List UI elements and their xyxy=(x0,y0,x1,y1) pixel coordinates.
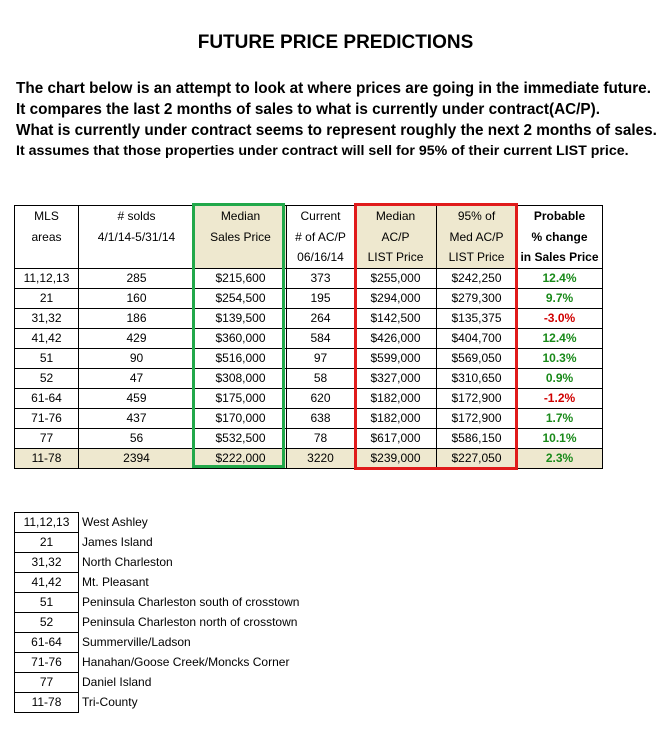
legend-area-name: James Island xyxy=(82,535,153,549)
column-header xyxy=(15,206,79,269)
table-cell: -3.0% xyxy=(517,308,603,328)
table-cell: 21 xyxy=(15,288,79,308)
legend-row xyxy=(15,533,300,553)
legend-row xyxy=(15,673,300,693)
column-header-line: AC/P xyxy=(381,229,410,244)
table-cell: $310,650 xyxy=(437,368,517,388)
column-header-line: % change xyxy=(531,229,588,244)
table-cell: 3220 xyxy=(287,448,355,468)
table-cell: $404,700 xyxy=(437,328,517,348)
column-header-line: Median xyxy=(220,209,261,223)
legend-row xyxy=(15,573,300,593)
legend-row xyxy=(15,553,300,573)
table-cell: $254,500 xyxy=(195,288,287,308)
table-cell: $175,000 xyxy=(195,388,287,408)
table-cell: 0.9% xyxy=(517,368,603,388)
column-header xyxy=(355,206,437,269)
table-header-row xyxy=(15,206,603,269)
table-cell: $279,300 xyxy=(437,288,517,308)
column-header-line: Probable xyxy=(533,209,586,223)
table-cell: 160 xyxy=(79,288,195,308)
column-header-line: # solds xyxy=(117,209,156,223)
table-cell: $139,500 xyxy=(195,308,287,328)
table-cell: 58 xyxy=(287,368,355,388)
table-total-row xyxy=(15,448,603,468)
legend-area-code: 31,32 xyxy=(15,553,79,573)
table-cell: 2.3% xyxy=(517,448,603,468)
table-row xyxy=(15,428,603,448)
table-cell: $172,900 xyxy=(437,408,517,428)
intro-line-4: It assumes that those properties under contract will sell for 95% of their current LIST price. xyxy=(16,143,629,159)
legend-area-name: Mt. Pleasant xyxy=(82,575,149,589)
legend-row xyxy=(15,593,300,613)
legend-area-name: North Charleston xyxy=(82,555,173,569)
legend-area-code: 61-64 xyxy=(15,633,79,653)
intro-line-1: The chart below is an attempt to look at where prices are going in the immediate future. xyxy=(16,80,651,97)
table-row xyxy=(15,368,603,388)
column-header-line: LIST Price xyxy=(367,250,424,264)
mls-area-legend xyxy=(14,512,300,713)
table-cell: 52 xyxy=(15,368,79,388)
price-prediction-table xyxy=(14,205,603,469)
table-cell: 584 xyxy=(287,328,355,348)
column-header-line: in Sales Price xyxy=(520,250,599,264)
table-cell: $172,900 xyxy=(437,388,517,408)
table-cell: $242,250 xyxy=(437,268,517,288)
legend-area-name: West Ashley xyxy=(82,515,148,529)
page-title: FUTURE PRICE PREDICTIONS xyxy=(197,32,474,53)
column-header-line: 4/1/14-5/31/14 xyxy=(97,229,176,244)
column-header-line: MLS xyxy=(34,209,59,223)
column-header-line: 06/16/14 xyxy=(297,250,344,264)
table-row xyxy=(15,328,603,348)
table-row xyxy=(15,288,603,308)
column-header-line: LIST Price xyxy=(448,250,505,264)
table-cell: 97 xyxy=(287,348,355,368)
table-cell: 620 xyxy=(287,388,355,408)
table-cell: $294,000 xyxy=(355,288,437,308)
table-cell: $255,000 xyxy=(355,268,437,288)
column-header-line: # of AC/P xyxy=(295,229,346,244)
legend-area-code: 77 xyxy=(15,673,79,693)
table-cell: $215,600 xyxy=(195,268,287,288)
column-header xyxy=(437,206,517,269)
table-cell: 1.7% xyxy=(517,408,603,428)
legend-area-code: 11-78 xyxy=(15,693,79,713)
intro-line-2: It compares the last 2 months of sales to what is currently under contract(AC/P). xyxy=(16,101,600,118)
table-cell: $426,000 xyxy=(355,328,437,348)
legend-area-code: 41,42 xyxy=(15,573,79,593)
table-cell: 10.3% xyxy=(517,348,603,368)
legend-row xyxy=(15,693,300,713)
table-row xyxy=(15,268,603,288)
table-cell: $599,000 xyxy=(355,348,437,368)
column-header-line: 95% of xyxy=(457,209,496,223)
legend-row xyxy=(15,633,300,653)
table-row xyxy=(15,348,603,368)
table-row xyxy=(15,308,603,328)
table-cell: 31,32 xyxy=(15,308,79,328)
table-cell: 285 xyxy=(79,268,195,288)
column-header-line: Median xyxy=(375,209,416,223)
legend-area-name: Peninsula Charleston north of crosstown xyxy=(82,615,298,629)
table-cell: 437 xyxy=(79,408,195,428)
table-cell: 373 xyxy=(287,268,355,288)
table-cell: $239,000 xyxy=(355,448,437,468)
table-cell: 11-78 xyxy=(15,448,79,468)
table-cell: $532,500 xyxy=(195,428,287,448)
column-header-line: areas xyxy=(31,229,62,244)
table-cell: $170,000 xyxy=(195,408,287,428)
table-cell: 2394 xyxy=(79,448,195,468)
table-cell: 61-64 xyxy=(15,388,79,408)
table-cell: 47 xyxy=(79,368,195,388)
legend-area-code: 11,12,13 xyxy=(15,513,79,533)
table-cell: $222,000 xyxy=(195,448,287,468)
table-cell: 56 xyxy=(79,428,195,448)
table-cell: 459 xyxy=(79,388,195,408)
legend-row xyxy=(15,613,300,633)
table-row xyxy=(15,408,603,428)
table-cell: $360,000 xyxy=(195,328,287,348)
table-row xyxy=(15,388,603,408)
table-cell: 78 xyxy=(287,428,355,448)
table-cell: 638 xyxy=(287,408,355,428)
table-cell: 186 xyxy=(79,308,195,328)
column-header xyxy=(287,206,355,269)
legend-area-code: 51 xyxy=(15,593,79,613)
table-cell: -1.2% xyxy=(517,388,603,408)
table-cell: $327,000 xyxy=(355,368,437,388)
table-cell: 429 xyxy=(79,328,195,348)
column-header-line: Sales Price xyxy=(210,229,271,244)
table-cell: 12.4% xyxy=(517,328,603,348)
legend-area-name: Peninsula Charleston south of crosstown xyxy=(82,595,300,609)
table-cell: $308,000 xyxy=(195,368,287,388)
table-cell: $516,000 xyxy=(195,348,287,368)
table-cell: $182,000 xyxy=(355,408,437,428)
table-cell: 9.7% xyxy=(517,288,603,308)
table-cell: 71-76 xyxy=(15,408,79,428)
table-cell: 195 xyxy=(287,288,355,308)
legend-area-name: Daniel Island xyxy=(82,675,152,689)
table-cell: 90 xyxy=(79,348,195,368)
legend-area-name: Tri-County xyxy=(82,695,138,709)
column-header xyxy=(79,206,195,269)
table-cell: 11,12,13 xyxy=(15,268,79,288)
legend-area-code: 71-76 xyxy=(15,653,79,673)
table-cell: $227,050 xyxy=(437,448,517,468)
intro-text xyxy=(16,78,666,162)
legend-row xyxy=(15,513,300,533)
table-cell: 77 xyxy=(15,428,79,448)
legend-area-name: Hanahan/Goose Creek/Moncks Corner xyxy=(82,655,290,669)
column-header xyxy=(195,206,287,269)
table-cell: $135,375 xyxy=(437,308,517,328)
table-cell: 264 xyxy=(287,308,355,328)
table-cell: $569,050 xyxy=(437,348,517,368)
legend-area-code: 21 xyxy=(15,533,79,553)
column-header-line: Current xyxy=(300,209,341,223)
legend-row xyxy=(15,653,300,673)
legend-area-code: 52 xyxy=(15,613,79,633)
table-cell: 51 xyxy=(15,348,79,368)
column-header xyxy=(517,206,603,269)
legend-area-name: Summerville/Ladson xyxy=(82,635,191,649)
column-header-line: Med AC/P xyxy=(449,229,504,244)
table-cell: $142,500 xyxy=(355,308,437,328)
table-cell: 10.1% xyxy=(517,428,603,448)
table-cell: $617,000 xyxy=(355,428,437,448)
table-cell: $586,150 xyxy=(437,428,517,448)
intro-line-3: What is currently under contract seems to represent roughly the next 2 months of sales. xyxy=(16,122,657,139)
table-cell: 12.4% xyxy=(517,268,603,288)
table-cell: $182,000 xyxy=(355,388,437,408)
table-cell: 41,42 xyxy=(15,328,79,348)
